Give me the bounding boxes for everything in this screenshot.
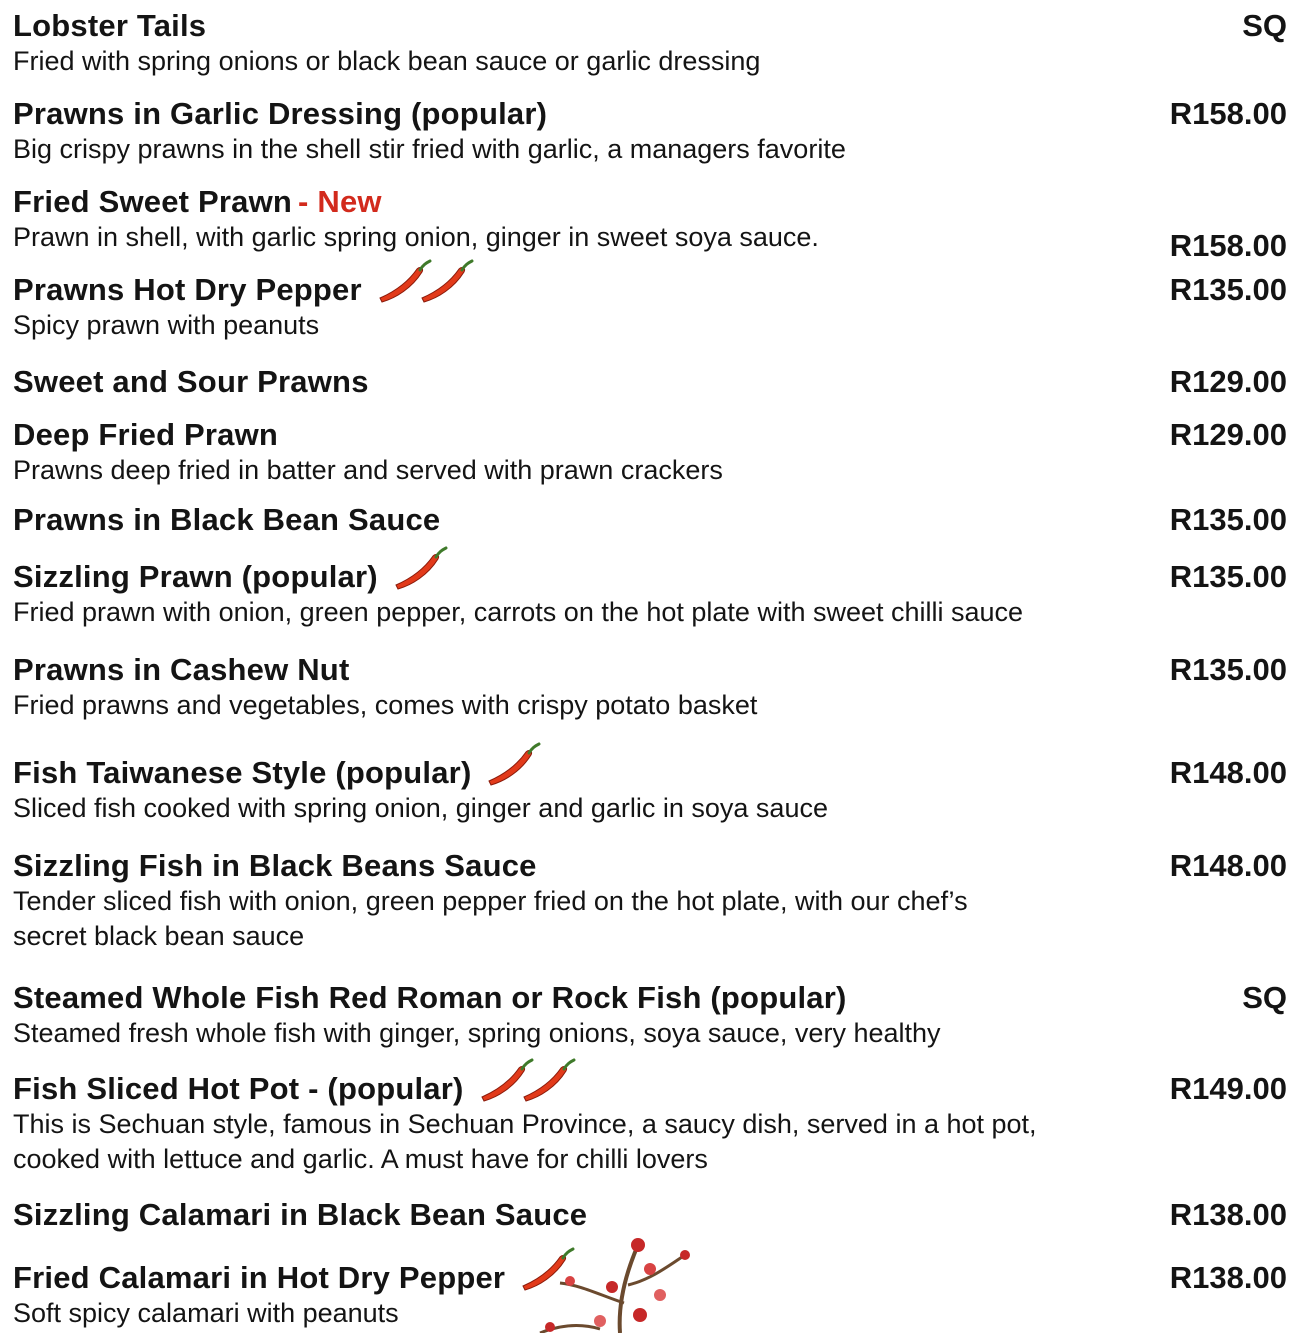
dish-name-text: Sizzling Prawn (popular) — [13, 559, 378, 594]
dish-name — [13, 980, 847, 1016]
dish-description: Big crispy prawns in the shell stir fried with garlic, a managers favorite — [13, 134, 846, 164]
dish-price: SQ — [1242, 8, 1287, 43]
new-badge: - New — [298, 184, 382, 219]
dish-price: R135.00 — [1169, 272, 1287, 307]
red-chilli-icon — [392, 545, 448, 593]
red-chilli-icon — [485, 741, 541, 789]
red-chilli-icon — [520, 1057, 576, 1105]
dish-price: R158.00 — [1169, 228, 1287, 263]
dish-name — [13, 502, 440, 538]
dish-price: R138.00 — [1169, 1260, 1287, 1295]
dish-description: Spicy prawn with peanuts — [13, 310, 320, 340]
spicy-rating — [485, 741, 527, 797]
dish-description: Tender sliced fish with onion, green pepper fried on the hot plate, with our chef’s secret black bean sauce — [13, 886, 968, 951]
dish-description: Soft spicy calamari with peanuts — [13, 1298, 399, 1328]
dish-price: R135.00 — [1169, 652, 1287, 687]
plum-blossom-decoration — [500, 1225, 720, 1333]
dish-description: Fried prawn with onion, green pepper, carrots on the hot plate with sweet chilli sauce — [13, 597, 1024, 627]
dish-price: R148.00 — [1169, 755, 1287, 790]
dish-price: R138.00 — [1169, 1197, 1287, 1232]
dish-name-text: Fried Sweet Prawn — [13, 184, 293, 219]
dish-price: R158.00 — [1169, 96, 1287, 131]
dish-description: Fried prawns and vegetables, comes with crispy potato basket — [13, 690, 758, 720]
dish-name-text: Steamed Whole Fish Red Roman or Rock Fish (popular) — [13, 980, 847, 1015]
dish-description: Prawns deep fried in batter and served with prawn crackers — [13, 455, 723, 485]
dish-name-text: Prawns Hot Dry Pepper — [13, 272, 362, 307]
dish-description: Fried with spring onions or black bean sauce or garlic dressing — [13, 46, 761, 76]
dish-price: SQ — [1242, 980, 1287, 1015]
dish-price: R149.00 — [1169, 1071, 1287, 1106]
dish-name — [13, 364, 369, 400]
dish-price: R129.00 — [1169, 417, 1287, 452]
dish-name-text: Sweet and Sour Prawns — [13, 364, 369, 399]
dish-description: This is Sechuan style, famous in Sechuan Province, a saucy dish, served in a hot pot, cooked with lettuce and garlic. A must have for chilli lovers — [13, 1109, 1037, 1174]
dish-name-text: Prawns in Black Bean Sauce — [13, 502, 441, 537]
dish-name — [13, 8, 206, 44]
dish-name — [13, 417, 278, 453]
dish-name-text: Prawns in Cashew Nut — [13, 652, 350, 687]
dish-name-text: Fried Calamari in Hot Dry Pepper — [13, 1260, 506, 1295]
dish-description: Sliced fish cooked with spring onion, ginger and garlic in soya sauce — [13, 793, 828, 823]
dish-price: R135.00 — [1169, 502, 1287, 537]
dish-name-text: Sizzling Fish in Black Beans Sauce — [13, 848, 537, 883]
dish-price: R135.00 — [1169, 559, 1287, 594]
dish-name-text: Deep Fried Prawn — [13, 417, 279, 452]
dish-description: Prawn in shell, with garlic spring onion, ginger in sweet soya sauce. — [13, 222, 819, 252]
spicy-rating — [376, 258, 460, 314]
dish-name-text: Fish Sliced Hot Pot - (popular) — [13, 1071, 464, 1106]
dish-name — [13, 96, 547, 132]
dish-name — [13, 848, 537, 884]
dish-name-text: Prawns in Garlic Dressing (popular) — [13, 96, 548, 131]
spicy-rating — [392, 545, 434, 601]
dish-name — [13, 184, 382, 220]
spicy-rating — [478, 1057, 562, 1113]
dish-name-text: Fish Taiwanese Style (popular) — [13, 755, 472, 790]
dish-price: R129.00 — [1169, 364, 1287, 399]
dish-name — [13, 652, 349, 688]
red-chilli-icon — [418, 258, 474, 306]
dish-description: Steamed fresh whole fish with ginger, spring onions, soya sauce, very healthy — [13, 1018, 941, 1048]
dish-name-text: Lobster Tails — [13, 8, 207, 43]
dish-name-text: Sizzling Calamari in Black Bean Sauce — [13, 1197, 588, 1232]
dish-price: R148.00 — [1169, 848, 1287, 883]
